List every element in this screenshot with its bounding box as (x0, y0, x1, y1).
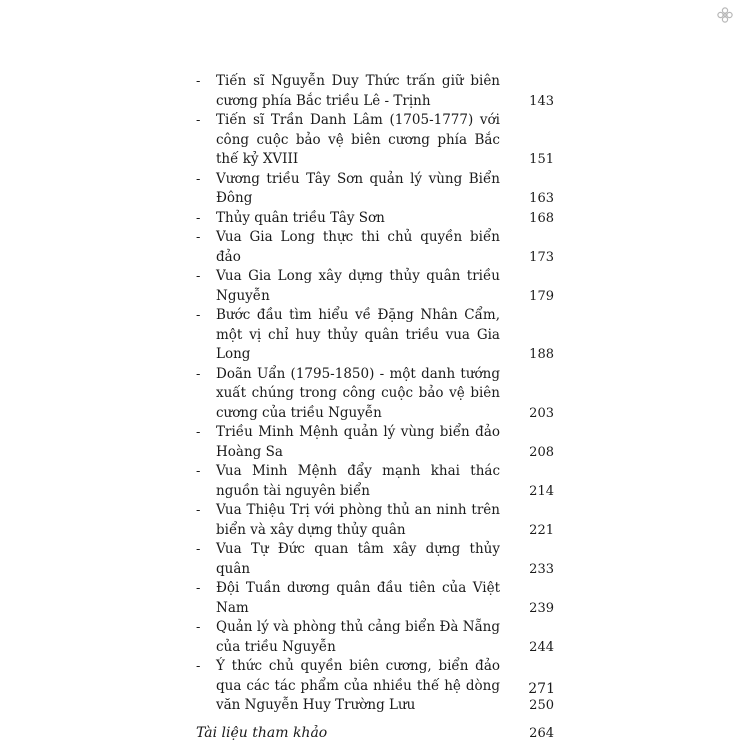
entry-title: Thủy quân triều Tây Sơn (216, 209, 385, 226)
entry-title: Vua Gia Long thực thi chủ quyền biển đảo (216, 229, 500, 265)
toc-entry[interactable] (196, 657, 554, 716)
entry-dash: - (196, 230, 201, 245)
entry-title: Bước đầu tìm hiểu về Đặng Nhân Cẩm, một vị chỉ huy thủy quân triều vua Gia Long (216, 307, 500, 362)
toc-entry[interactable] (196, 579, 554, 618)
entry-dash: - (196, 542, 201, 557)
toc-entry[interactable] (196, 170, 554, 209)
entry-dash: - (196, 464, 201, 479)
entry-page-number: 188 (529, 347, 554, 362)
toc-entry[interactable] (196, 365, 554, 424)
entry-title: Vua Gia Long xây dựng thủy quân triều Nguyễn (216, 268, 500, 304)
toc-entry[interactable] (196, 618, 554, 657)
entry-dash: - (196, 171, 201, 187)
entry-title: Tiến sĩ Trần Danh Lâm (1705-1777) với công cuộc bảo vệ biên cương phía Bắc thế kỷ XVIII (216, 112, 500, 167)
entry-page-number: 203 (529, 405, 554, 421)
entry-dash: - (196, 113, 201, 128)
entry-page-number: 250 (529, 698, 554, 713)
entry-title: Vua Thiệu Trị với phòng thủ an ninh trên biển và xây dựng thủy quân (216, 502, 500, 538)
entry-dash: - (196, 74, 201, 89)
entry-title: Đội Tuần dương quân đầu tiên của Việt Nam (216, 580, 500, 616)
entry-dash: - (196, 366, 201, 382)
references-page-number: 264 (529, 725, 554, 741)
entry-title: Ý thức chủ quyền biên cương, biển đảo qua các tác phẩm của nhiều thế hệ dòng văn Nguyễn Huy Trường Lưu (216, 658, 500, 713)
entry-page-number: 233 (529, 561, 554, 577)
toc-entry[interactable] (196, 72, 554, 111)
entry-title: Triều Minh Mệnh quản lý vùng biển đảo Hoàng Sa (216, 424, 500, 460)
entry-dash: - (196, 620, 201, 635)
entry-page-number: 173 (529, 249, 554, 265)
entry-page-number: 221 (529, 522, 554, 538)
toc-entry[interactable] (196, 423, 554, 462)
entry-page-number: 208 (529, 444, 554, 460)
entry-page-number: 239 (529, 600, 554, 616)
entry-dash: - (196, 308, 201, 323)
toc-entry[interactable] (196, 228, 554, 267)
references-title: Tài liệu tham khảo (196, 724, 328, 741)
entry-dash: - (196, 269, 201, 284)
page-number: 271 (528, 681, 555, 697)
entry-page-number: 163 (529, 191, 554, 206)
entry-page-number: 143 (529, 93, 554, 109)
entry-dash: - (196, 210, 201, 226)
entry-dash: - (196, 581, 201, 596)
toc-entry[interactable] (196, 306, 554, 365)
toc-entry[interactable] (196, 209, 554, 229)
toc-entry[interactable] (196, 111, 554, 170)
entry-title: Tiến sĩ Nguyễn Duy Thức trấn giữ biên cương phía Bắc triều Lê - Trịnh (216, 73, 500, 109)
entry-page-number: 168 (529, 210, 554, 226)
entry-dash: - (196, 503, 201, 518)
entry-title: Vương triều Tây Sơn quản lý vùng Biển Đông (216, 170, 500, 206)
entry-title: Doãn Uẩn (1795-1850) - một danh tướng xuất chúng trong công cuộc bảo vệ biên cương của triều Nguyễn (216, 365, 500, 421)
entry-title: Vua Tự Đức quan tâm xây dựng thủy quân (216, 541, 500, 577)
toc-entry[interactable] (196, 501, 554, 540)
entry-page-number: 214 (529, 483, 554, 499)
entry-title: Quản lý và phòng thủ cảng biển Đà Nẵng của triều Nguyễn (216, 619, 500, 655)
entry-page-number: 151 (529, 152, 554, 167)
toc-entry[interactable] (196, 267, 554, 306)
entry-page-number: 244 (529, 639, 554, 655)
flower-icon (716, 6, 734, 24)
table-of-contents (196, 72, 554, 743)
entry-dash: - (196, 659, 201, 674)
toc-entry[interactable] (196, 540, 554, 579)
toc-entry[interactable] (196, 462, 554, 501)
entry-dash: - (196, 425, 201, 440)
toc-entry-references[interactable] (196, 724, 554, 744)
entry-title: Vua Minh Mệnh đẩy mạnh khai thác nguồn tài nguyên biển (216, 463, 500, 499)
entry-page-number: 179 (529, 288, 554, 304)
